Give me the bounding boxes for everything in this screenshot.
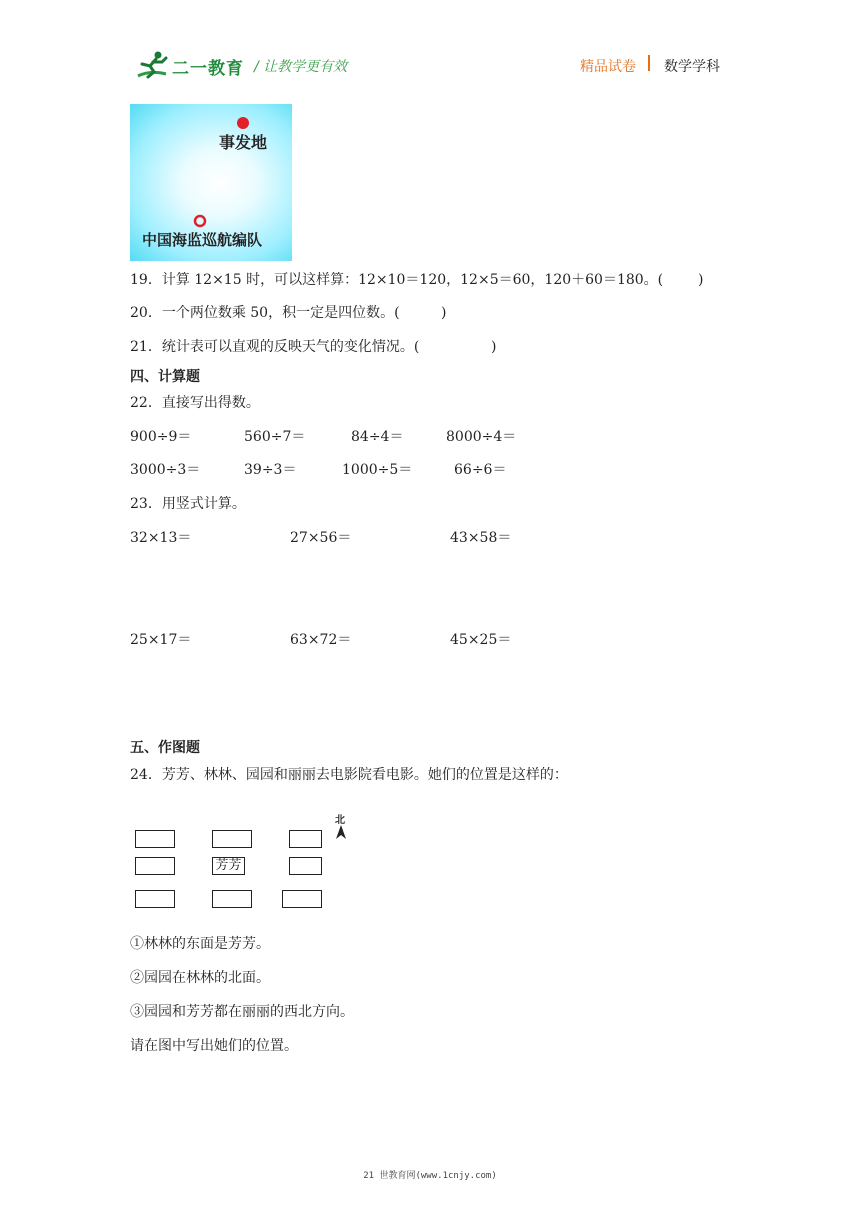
north-arrow-icon [334,824,348,840]
calc-item: 560÷7＝ [244,429,306,445]
question-19: 19．计算 12×15 时，可以这样算：12×10＝120，12×5＝60，120＋60＝180。( [130,272,664,288]
vertical-calc-item: 25×17＝ [130,632,192,648]
question-21: 21．统计表可以直观的反映天气的变化情况。( [130,339,420,355]
question-21-blank-close: ) [491,339,497,355]
clue-3: ③园园和芳芳都在丽丽的西北方向。 [130,1004,354,1020]
seat-box[interactable] [289,857,322,875]
vertical-calc-item: 43×58＝ [450,530,512,546]
question-24: 24．芳芳、林林、园园和丽丽去电影院看电影。她们的位置是这样的： [130,767,568,783]
seat-box[interactable] [282,890,322,908]
clue-2: ②园园在林林的北面。 [130,970,270,986]
calc-item: 66÷6＝ [454,462,507,478]
seat-box[interactable] [135,890,175,908]
calc-item: 39÷3＝ [244,462,297,478]
seat-box[interactable] [135,830,175,848]
map-label-incident: 事发地 [219,133,268,152]
section-5-title: 五、作图题 [130,740,200,756]
section-4-title: 四、计算题 [130,369,200,385]
seat-box[interactable] [212,890,252,908]
vertical-calc-item: 63×72＝ [290,632,352,648]
vertical-calc-item: 27×56＝ [290,530,352,546]
vertical-calc-item: 32×13＝ [130,530,192,546]
vertical-calc-item: 45×25＝ [450,632,512,648]
logo-text: 二一教育 [172,59,244,79]
header-slogan: / 让教学更有效 [254,59,348,75]
calc-item: 1000÷5＝ [342,462,413,478]
seat-box[interactable] [289,830,322,848]
calc-item: 3000÷3＝ [130,462,201,478]
calc-item: 84÷4＝ [351,429,404,445]
header-separator [648,55,650,71]
map-label-fleet: 中国海监巡航编队 [142,231,263,249]
incident-dot [237,117,249,129]
incident-map-image [130,104,292,261]
calc-item: 8000÷4＝ [446,429,517,445]
question-20-blank-close: ) [441,305,447,321]
north-label: 北 [335,815,345,826]
clue-1: ①林林的东面是芳芳。 [130,936,270,952]
seat-box-fangfang[interactable]: 芳芳 [212,857,245,875]
instruction: 请在图中写出她们的位置。 [130,1038,298,1054]
header-label-premium: 精品试卷 [580,59,636,75]
seat-box[interactable] [212,830,252,848]
logo-runner-icon [136,50,172,80]
fleet-ring [195,216,205,226]
question-23: 23．用竖式计算。 [130,496,246,512]
question-19-blank-close: ) [698,272,704,288]
question-22: 22．直接写出得数。 [130,395,260,411]
calc-item: 900÷9＝ [130,429,192,445]
question-20: 20．一个两位数乘 50，积一定是四位数。( [130,305,400,321]
header-label-subject: 数学学科 [664,59,720,75]
seat-box[interactable] [135,857,175,875]
page-footer: 21 世教育网(www.1cnjy.com) [363,1171,497,1181]
